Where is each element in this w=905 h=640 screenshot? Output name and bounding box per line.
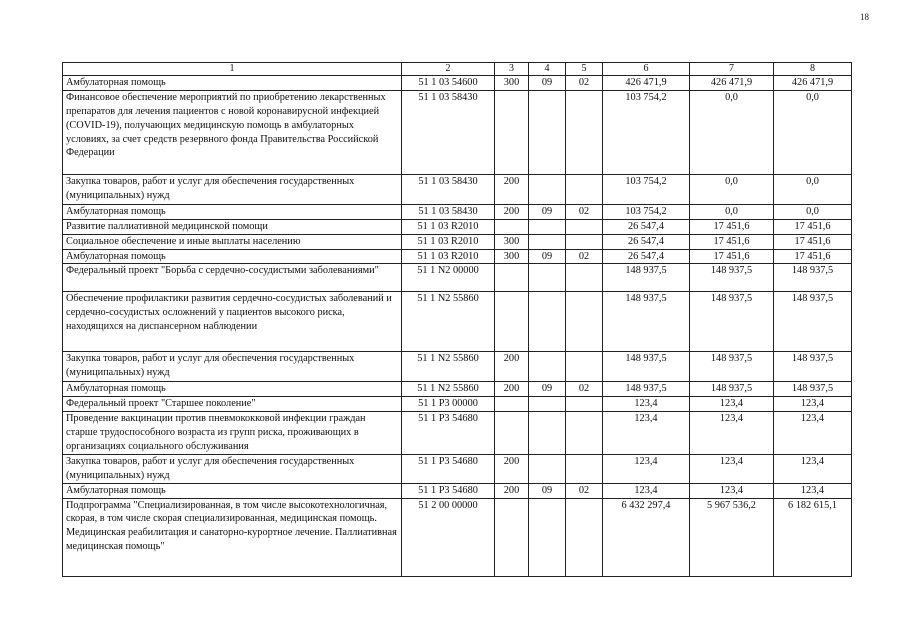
row-name: Обеспечение профилактики развития сердечно-сосудистых заболеваний и сердечно-сосудистых осложнений у пациентов высокого риска, находящихся на диспансерном наблюдении bbox=[63, 292, 402, 352]
amount-year-3: 123,4 bbox=[774, 483, 852, 498]
subsection-code: 02 bbox=[566, 204, 603, 219]
section-code: 09 bbox=[529, 249, 566, 264]
row-name: Закупка товаров, работ и услуг для обеспечения государственных (муниципальных) нужд bbox=[63, 174, 402, 204]
section-code bbox=[529, 234, 566, 249]
section-code: 09 bbox=[529, 204, 566, 219]
amount-year-3: 426 471,9 bbox=[774, 76, 852, 91]
amount-year-2: 148 937,5 bbox=[690, 382, 774, 397]
amount-year-1: 148 937,5 bbox=[603, 382, 690, 397]
section-code bbox=[529, 292, 566, 352]
row-name: Закупка товаров, работ и услуг для обеспечения государственных (муниципальных) нужд bbox=[63, 352, 402, 382]
target-article-code: 51 1 P3 54680 bbox=[402, 454, 495, 483]
table-body bbox=[63, 76, 852, 577]
subsection-code bbox=[566, 234, 603, 249]
section-code: 09 bbox=[529, 382, 566, 397]
amount-year-3: 0,0 bbox=[774, 204, 852, 219]
section-code bbox=[529, 397, 566, 412]
row-name: Амбулаторная помощь bbox=[63, 204, 402, 219]
subsection-code bbox=[566, 454, 603, 483]
expense-type-code: 300 bbox=[495, 249, 529, 264]
table-row bbox=[63, 412, 852, 455]
amount-year-2: 426 471,9 bbox=[690, 76, 774, 91]
target-article-code: 51 1 P3 54680 bbox=[402, 412, 495, 455]
column-header: 4 bbox=[529, 63, 566, 76]
table-row bbox=[63, 234, 852, 249]
table-row bbox=[63, 76, 852, 91]
amount-year-1: 103 754,2 bbox=[603, 90, 690, 174]
subsection-code bbox=[566, 397, 603, 412]
amount-year-2: 148 937,5 bbox=[690, 292, 774, 352]
table-row bbox=[63, 292, 852, 352]
expense-type-code: 200 bbox=[495, 174, 529, 204]
amount-year-2: 148 937,5 bbox=[690, 264, 774, 292]
subsection-code bbox=[566, 90, 603, 174]
subsection-code: 02 bbox=[566, 76, 603, 91]
column-header: 6 bbox=[603, 63, 690, 76]
amount-year-1: 123,4 bbox=[603, 397, 690, 412]
expense-type-code bbox=[495, 264, 529, 292]
section-code bbox=[529, 352, 566, 382]
target-article-code: 51 1 03 R2010 bbox=[402, 219, 495, 234]
subsection-code: 02 bbox=[566, 483, 603, 498]
amount-year-2: 17 451,6 bbox=[690, 219, 774, 234]
subsection-code bbox=[566, 352, 603, 382]
target-article-code: 51 1 N2 55860 bbox=[402, 382, 495, 397]
expense-type-code: 200 bbox=[495, 352, 529, 382]
column-header: 2 bbox=[402, 63, 495, 76]
target-article-code: 51 1 N2 55860 bbox=[402, 292, 495, 352]
amount-year-3: 148 937,5 bbox=[774, 352, 852, 382]
amount-year-3: 123,4 bbox=[774, 412, 852, 455]
expense-type-code bbox=[495, 90, 529, 174]
target-article-code: 51 1 03 58430 bbox=[402, 204, 495, 219]
section-code: 09 bbox=[529, 76, 566, 91]
amount-year-1: 123,4 bbox=[603, 454, 690, 483]
amount-year-1: 123,4 bbox=[603, 412, 690, 455]
section-code bbox=[529, 174, 566, 204]
table-row bbox=[63, 249, 852, 264]
amount-year-1: 148 937,5 bbox=[603, 352, 690, 382]
row-name: Проведение вакцинации против пневмококковой инфекции граждан старше трудоспособного возраста из групп риска, проживающих в организациях социального обслуживания bbox=[63, 412, 402, 455]
expense-type-code bbox=[495, 397, 529, 412]
section-code bbox=[529, 90, 566, 174]
section-code bbox=[529, 498, 566, 576]
expense-type-code: 200 bbox=[495, 483, 529, 498]
amount-year-2: 0,0 bbox=[690, 204, 774, 219]
expense-type-code: 200 bbox=[495, 204, 529, 219]
expense-type-code bbox=[495, 412, 529, 455]
expense-type-code: 300 bbox=[495, 234, 529, 249]
amount-year-2: 0,0 bbox=[690, 90, 774, 174]
amount-year-1: 103 754,2 bbox=[603, 174, 690, 204]
subsection-code bbox=[566, 498, 603, 576]
subsection-code bbox=[566, 412, 603, 455]
amount-year-1: 426 471,9 bbox=[603, 76, 690, 91]
table-row bbox=[63, 397, 852, 412]
amount-year-2: 5 967 536,2 bbox=[690, 498, 774, 576]
section-code bbox=[529, 454, 566, 483]
amount-year-2: 123,4 bbox=[690, 412, 774, 455]
target-article-code: 51 1 03 R2010 bbox=[402, 249, 495, 264]
amount-year-1: 6 432 297,4 bbox=[603, 498, 690, 576]
row-name: Амбулаторная помощь bbox=[63, 76, 402, 91]
target-article-code: 51 1 P3 00000 bbox=[402, 397, 495, 412]
row-name: Подпрограмма "Специализированная, в том числе высокотехнологичная, скорая, в том числе скорая специализированная, медицинская помощь. Медицинская реабилитация и санаторно-курортное лечение. Паллиативная медицинская помощь" bbox=[63, 498, 402, 576]
amount-year-1: 26 547,4 bbox=[603, 234, 690, 249]
row-name: Амбулаторная помощь bbox=[63, 382, 402, 397]
subsection-code: 02 bbox=[566, 382, 603, 397]
expense-type-code bbox=[495, 292, 529, 352]
amount-year-1: 123,4 bbox=[603, 483, 690, 498]
row-name: Амбулаторная помощь bbox=[63, 483, 402, 498]
table-row bbox=[63, 454, 852, 483]
subsection-code bbox=[566, 264, 603, 292]
amount-year-1: 148 937,5 bbox=[603, 292, 690, 352]
row-name: Амбулаторная помощь bbox=[63, 249, 402, 264]
row-name: Развитие паллиативной медицинской помощи bbox=[63, 219, 402, 234]
table-row bbox=[63, 174, 852, 204]
amount-year-3: 148 937,5 bbox=[774, 264, 852, 292]
amount-year-3: 123,4 bbox=[774, 454, 852, 483]
target-article-code: 51 1 03 R2010 bbox=[402, 234, 495, 249]
section-code bbox=[529, 219, 566, 234]
section-code bbox=[529, 412, 566, 455]
row-name: Социальное обеспечение и иные выплаты населению bbox=[63, 234, 402, 249]
section-code: 09 bbox=[529, 483, 566, 498]
table-row bbox=[63, 382, 852, 397]
target-article-code: 51 1 03 54600 bbox=[402, 76, 495, 91]
expense-type-code: 200 bbox=[495, 382, 529, 397]
amount-year-2: 148 937,5 bbox=[690, 352, 774, 382]
amount-year-2: 17 451,6 bbox=[690, 234, 774, 249]
amount-year-3: 148 937,5 bbox=[774, 292, 852, 352]
amount-year-3: 0,0 bbox=[774, 90, 852, 174]
subsection-code bbox=[566, 174, 603, 204]
amount-year-3: 148 937,5 bbox=[774, 382, 852, 397]
subsection-code bbox=[566, 292, 603, 352]
expense-type-code bbox=[495, 498, 529, 576]
column-header: 7 bbox=[690, 63, 774, 76]
amount-year-3: 17 451,6 bbox=[774, 219, 852, 234]
amount-year-1: 26 547,4 bbox=[603, 219, 690, 234]
row-name: Федеральный проект "Борьба с сердечно-сосудистыми заболеваниями" bbox=[63, 264, 402, 292]
amount-year-1: 26 547,4 bbox=[603, 249, 690, 264]
amount-year-2: 123,4 bbox=[690, 483, 774, 498]
expense-type-code: 200 bbox=[495, 454, 529, 483]
target-article-code: 51 1 N2 00000 bbox=[402, 264, 495, 292]
section-code bbox=[529, 264, 566, 292]
row-name: Федеральный проект "Старшее поколение" bbox=[63, 397, 402, 412]
amount-year-3: 17 451,6 bbox=[774, 249, 852, 264]
budget-table bbox=[62, 62, 852, 577]
column-header: 1 bbox=[63, 63, 402, 76]
subsection-code bbox=[566, 219, 603, 234]
column-header: 5 bbox=[566, 63, 603, 76]
row-name: Финансовое обеспечение мероприятий по приобретению лекарственных препаратов для лечения пациентов с новой коронавирусной инфекцией (COVID-19), получающих медицинскую помощь в амбулаторных условиях, за счет средств резервного фонда Правительства Российской Федерации bbox=[63, 90, 402, 174]
amount-year-1: 148 937,5 bbox=[603, 264, 690, 292]
column-header: 3 bbox=[495, 63, 529, 76]
amount-year-2: 17 451,6 bbox=[690, 249, 774, 264]
column-header: 8 bbox=[774, 63, 852, 76]
page-number: 18 bbox=[860, 12, 869, 22]
target-article-code: 51 1 03 58430 bbox=[402, 90, 495, 174]
table-row bbox=[63, 352, 852, 382]
amount-year-2: 0,0 bbox=[690, 174, 774, 204]
expense-type-code bbox=[495, 219, 529, 234]
target-article-code: 51 2 00 00000 bbox=[402, 498, 495, 576]
subsection-code: 02 bbox=[566, 249, 603, 264]
target-article-code: 51 1 03 58430 bbox=[402, 174, 495, 204]
amount-year-3: 17 451,6 bbox=[774, 234, 852, 249]
table-row bbox=[63, 264, 852, 292]
table-row bbox=[63, 483, 852, 498]
amount-year-3: 6 182 615,1 bbox=[774, 498, 852, 576]
amount-year-1: 103 754,2 bbox=[603, 204, 690, 219]
target-article-code: 51 1 N2 55860 bbox=[402, 352, 495, 382]
table-row bbox=[63, 204, 852, 219]
target-article-code: 51 1 P3 54680 bbox=[402, 483, 495, 498]
header-row bbox=[63, 63, 852, 76]
table-row bbox=[63, 219, 852, 234]
amount-year-3: 123,4 bbox=[774, 397, 852, 412]
amount-year-2: 123,4 bbox=[690, 454, 774, 483]
amount-year-3: 0,0 bbox=[774, 174, 852, 204]
table-row bbox=[63, 498, 852, 576]
expense-type-code: 300 bbox=[495, 76, 529, 91]
amount-year-2: 123,4 bbox=[690, 397, 774, 412]
table-row bbox=[63, 90, 852, 174]
row-name: Закупка товаров, работ и услуг для обеспечения государственных (муниципальных) нужд bbox=[63, 454, 402, 483]
